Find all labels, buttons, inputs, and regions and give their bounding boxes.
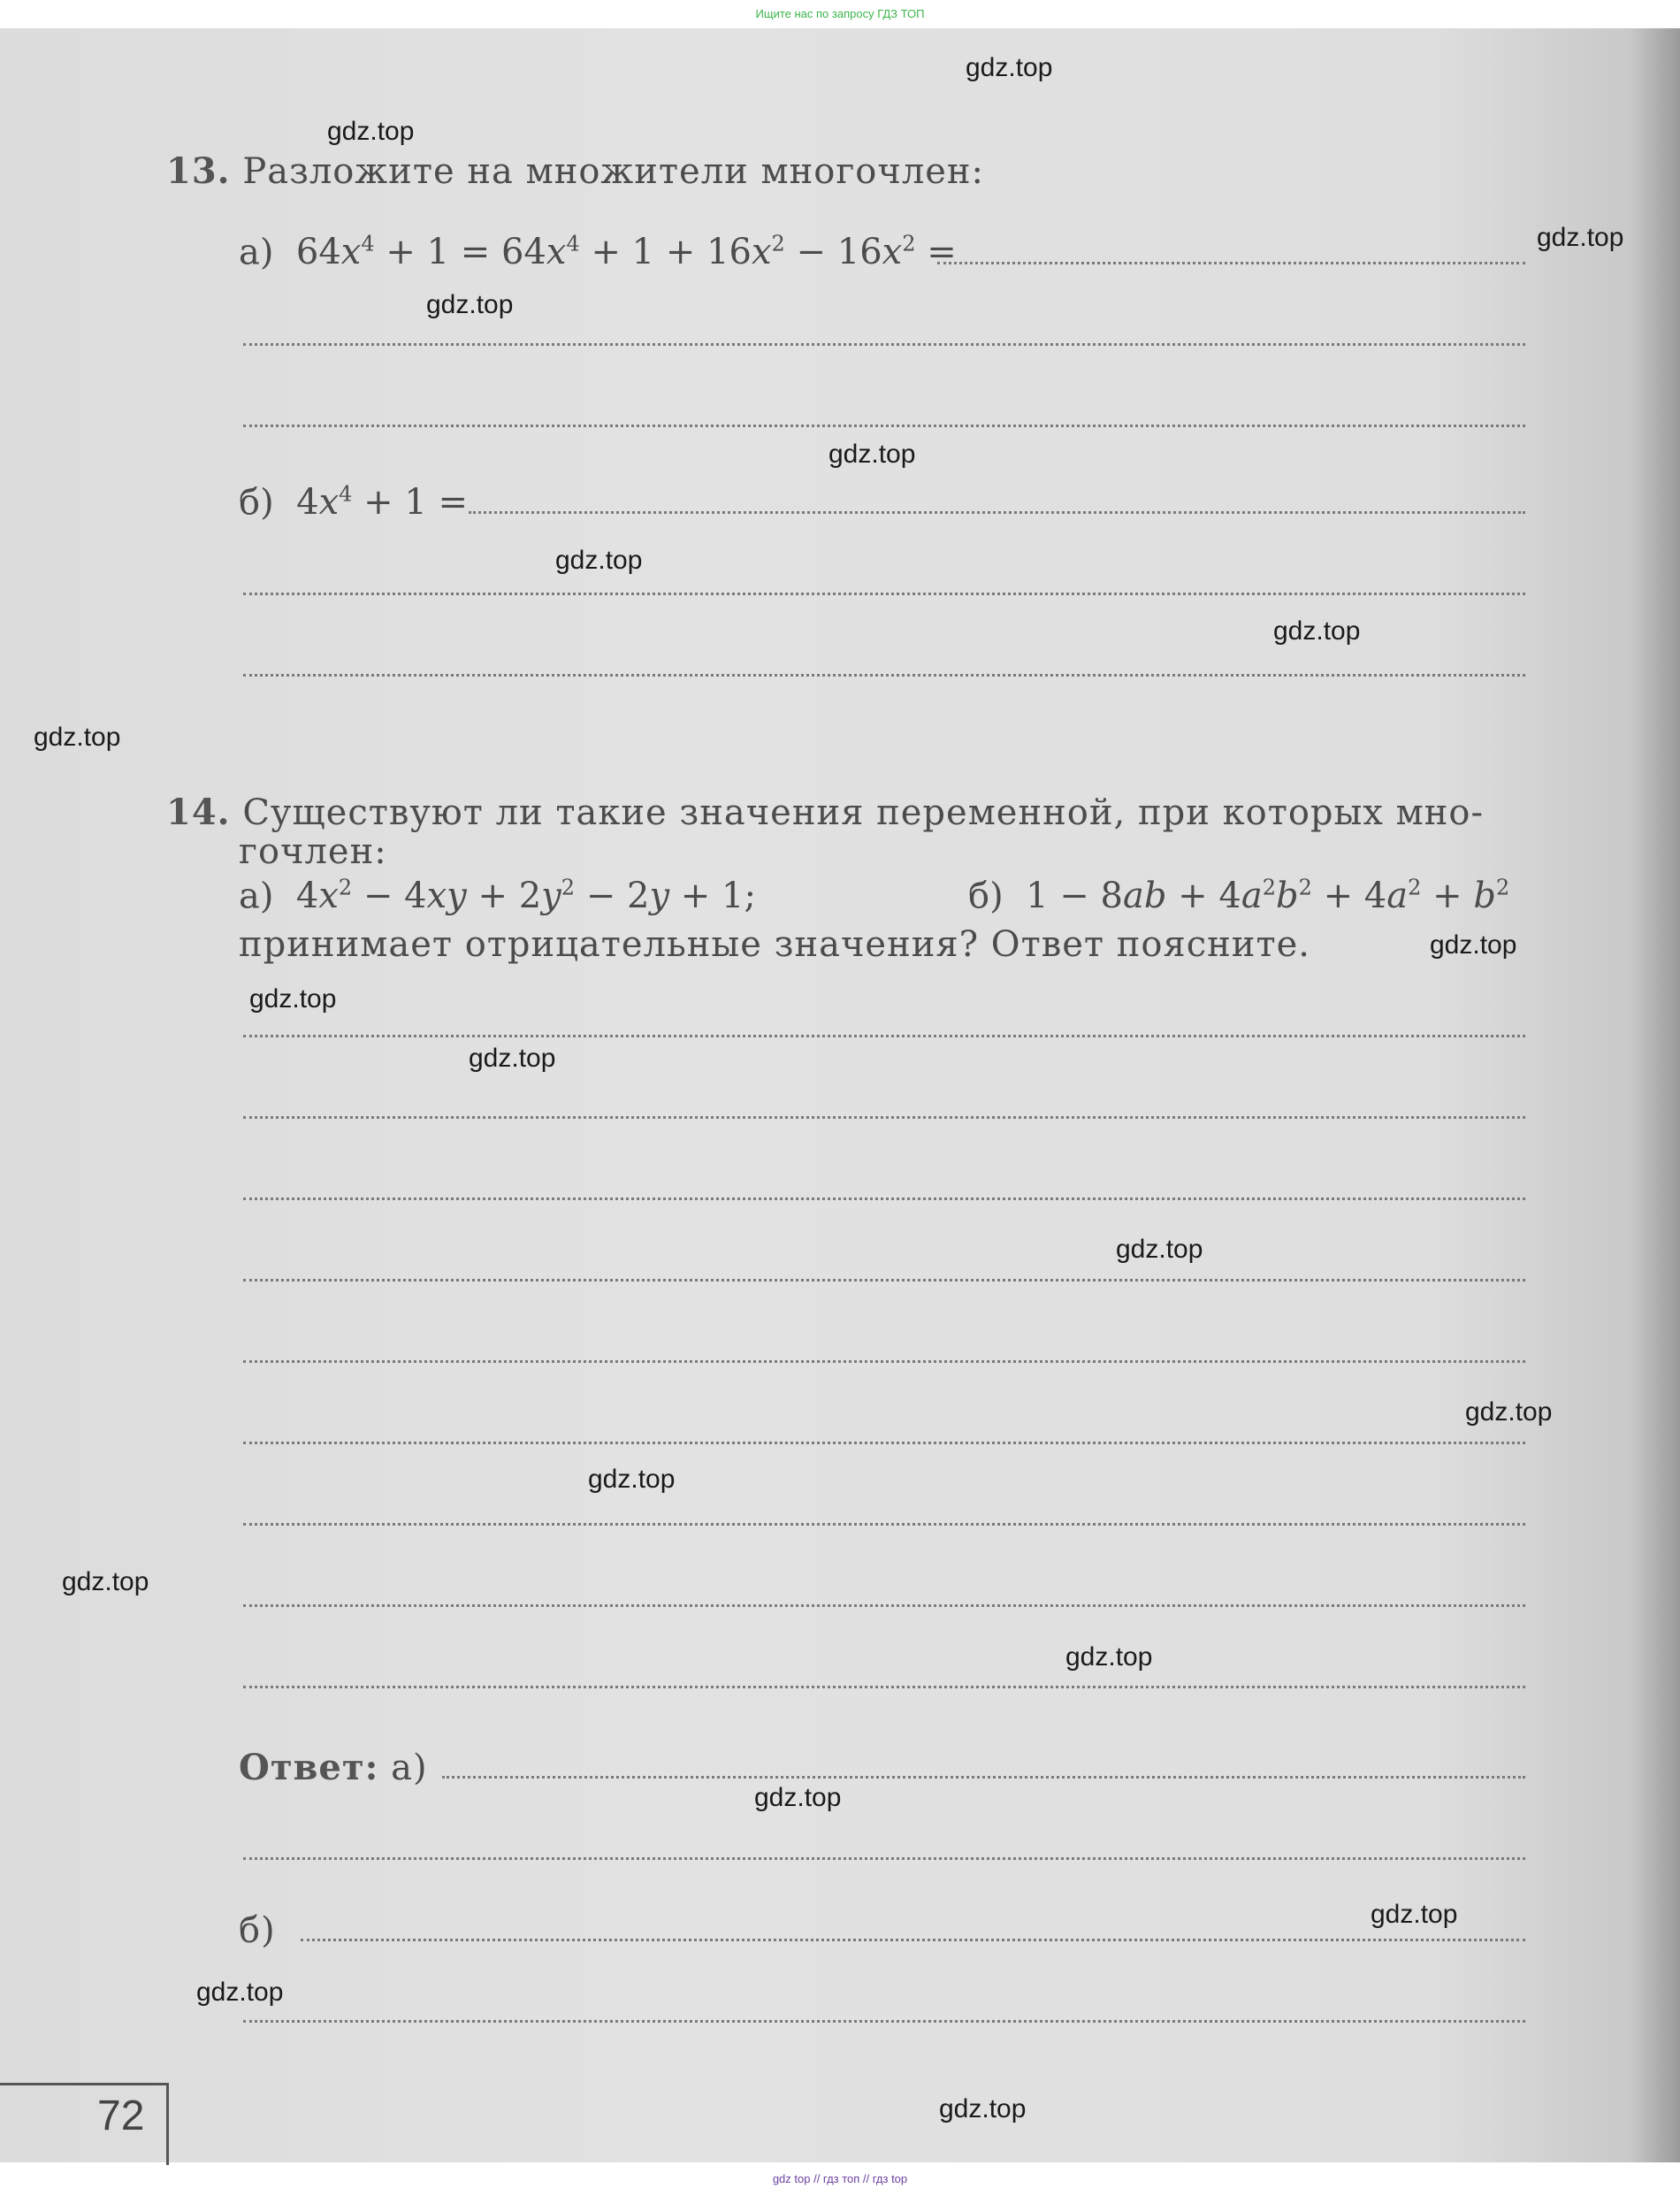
answer-line[interactable] [243,1279,1525,1282]
watermark: gdz.top [555,546,643,575]
task-13a-expression [239,232,957,272]
answer-line[interactable] [243,1523,1525,1526]
watermark: gdz.top [754,1783,842,1812]
workbook-page [0,28,1680,2162]
watermark: gdz.top [196,1978,284,2007]
task-14-line-2: гочлен: [239,831,387,872]
answer-line[interactable] [243,1035,1525,1037]
task-14-number: 14. [166,792,231,833]
watermark: gdz.top [469,1044,556,1073]
task-14a-formula: $4x^2 - 4xy + 2y^2 - 2y + 1$; [285,876,756,917]
watermark: gdz.top [249,984,337,1014]
task-13b-label: б) [239,482,274,524]
answer-b-label: б) [239,1910,276,1951]
task-14b-label: б) [968,876,1004,917]
task-13a-label: а) [239,232,274,273]
answer-line[interactable] [469,511,1525,514]
answer-line[interactable] [243,425,1525,427]
answer-line[interactable] [243,1857,1525,1860]
watermark: gdz.top [1465,1397,1553,1427]
answer-line[interactable] [243,1360,1525,1363]
answer-line[interactable] [243,1442,1525,1444]
task-14-text-1: Существуют ли такие значения переменной, при которых мно- [242,792,1484,833]
top-banner[interactable]: Ищите нас по запросу ГДЗ ТОП [755,7,925,20]
task-14a-expression [239,876,756,916]
watermark: gdz.top [1116,1235,1203,1264]
answer-line[interactable] [243,1116,1525,1119]
watermark: gdz.top [327,117,415,146]
watermark: gdz.top [1371,1900,1458,1929]
answer-line[interactable] [937,262,1525,264]
bottom-banner[interactable]: gdz top // гдз топ // гдз top [772,2172,908,2185]
watermark: gdz.top [939,2094,1027,2123]
watermark: gdz.top [966,53,1053,82]
watermark: gdz.top [588,1465,676,1494]
watermark: gdz.top [34,723,121,752]
answer-line[interactable] [442,1776,1525,1779]
watermark: gdz.top [1430,930,1517,960]
answer-line[interactable] [243,1686,1525,1688]
task-14-line-1 [166,792,1484,833]
task-13-text: Разложите на множители многочлен: [242,151,985,192]
watermark: gdz.top [1065,1642,1153,1672]
task-14-line-3: принимает отрицательные значения? Ответ поясните. [239,924,1310,965]
watermark: gdz.top [1537,223,1624,252]
answer-line[interactable] [243,1197,1525,1200]
watermark: gdz.top [1273,616,1361,646]
task-14b-formula: $1 - 8ab + 4a^2b^2 + 4a^2 + b^2$ [1014,876,1510,917]
answer-line[interactable] [301,1939,1525,1941]
watermark: gdz.top [829,440,916,469]
task-14a-label: а) [239,876,274,917]
task-13-heading [166,150,984,192]
task-13a-formula: $64x^4 + 1 = 64x^4 + 1 + 16x^2 - 16x^2$ = [285,232,957,273]
answer-line[interactable] [243,593,1525,595]
watermark: gdz.top [62,1567,149,1596]
page-number: 72 [97,2093,145,2139]
task-14b-expression [968,876,1509,916]
task-13b-expression [239,482,468,523]
answer-line[interactable] [243,2020,1525,2023]
answer-line[interactable] [243,674,1525,677]
task-13-number: 13. [166,150,231,192]
task-13b-formula: $4x^4 + 1$ = [285,482,469,524]
answer-line[interactable] [243,1604,1525,1607]
answer-a-label: а) [391,1748,428,1788]
answer-label: Ответ: [239,1747,379,1788]
answer-line[interactable] [243,343,1525,346]
watermark: gdz.top [426,290,514,319]
answer-a-row [239,1747,428,1788]
